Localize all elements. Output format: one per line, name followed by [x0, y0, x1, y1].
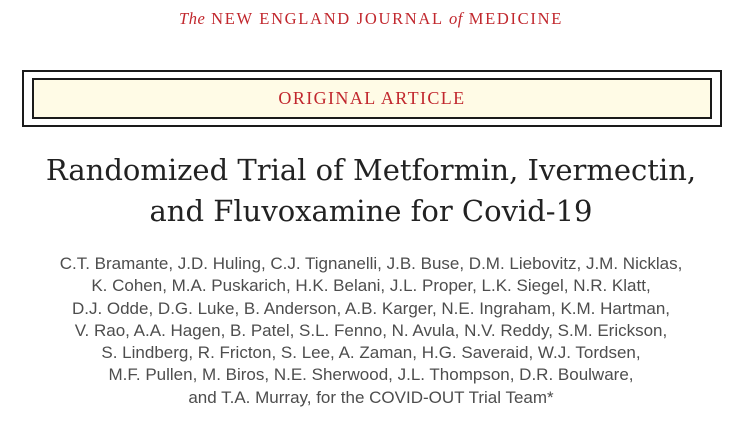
article-title [0, 150, 742, 232]
author-line: V. Rao, A.A. Hagen, B. Patel, S.L. Fenno, N. Avula, N.V. Reddy, S.M. Erickson, [74, 320, 668, 340]
article-type-banner [22, 70, 722, 127]
journal-masthead [0, 9, 742, 29]
journal-prefix: The [179, 9, 206, 28]
author-line: S. Lindberg, R. Fricton, S. Lee, A. Zaman, H.G. Saveraid, W.J. Tordsen, [101, 343, 641, 363]
title-line: and Fluvoxamine for Covid-19 [149, 194, 593, 228]
author-list [0, 253, 742, 409]
journal-connector: of [449, 9, 463, 28]
author-line: K. Cohen, M.A. Puskarich, H.K. Belani, J.L. Proper, L.K. Siegel, N.R. Klatt, [91, 276, 651, 296]
author-line: D.J. Odde, D.G. Luke, B. Anderson, A.B. Karger, N.E. Ingraham, K.M. Hartman, [71, 298, 671, 318]
title-line: Randomized Trial of Metformin, Ivermectin, [45, 153, 697, 187]
author-line: C.T. Bramante, J.D. Huling, C.J. Tignanelli, J.B. Buse, D.M. Liebovitz, J.M. Nicklas, [59, 254, 683, 273]
author-line: M.F. Pullen, M. Biros, N.E. Sherwood, J.L. Thompson, D.R. Boulware, [108, 365, 634, 385]
article-type-label: ORIGINAL ARTICLE [278, 88, 466, 108]
journal-name-part1: NEW ENGLAND JOURNAL [211, 9, 444, 28]
author-line: and T.A. Murray, for the COVID-OUT Trial Team* [188, 387, 554, 407]
journal-name-part2: MEDICINE [468, 9, 563, 28]
article-type-banner-inner [32, 78, 712, 119]
